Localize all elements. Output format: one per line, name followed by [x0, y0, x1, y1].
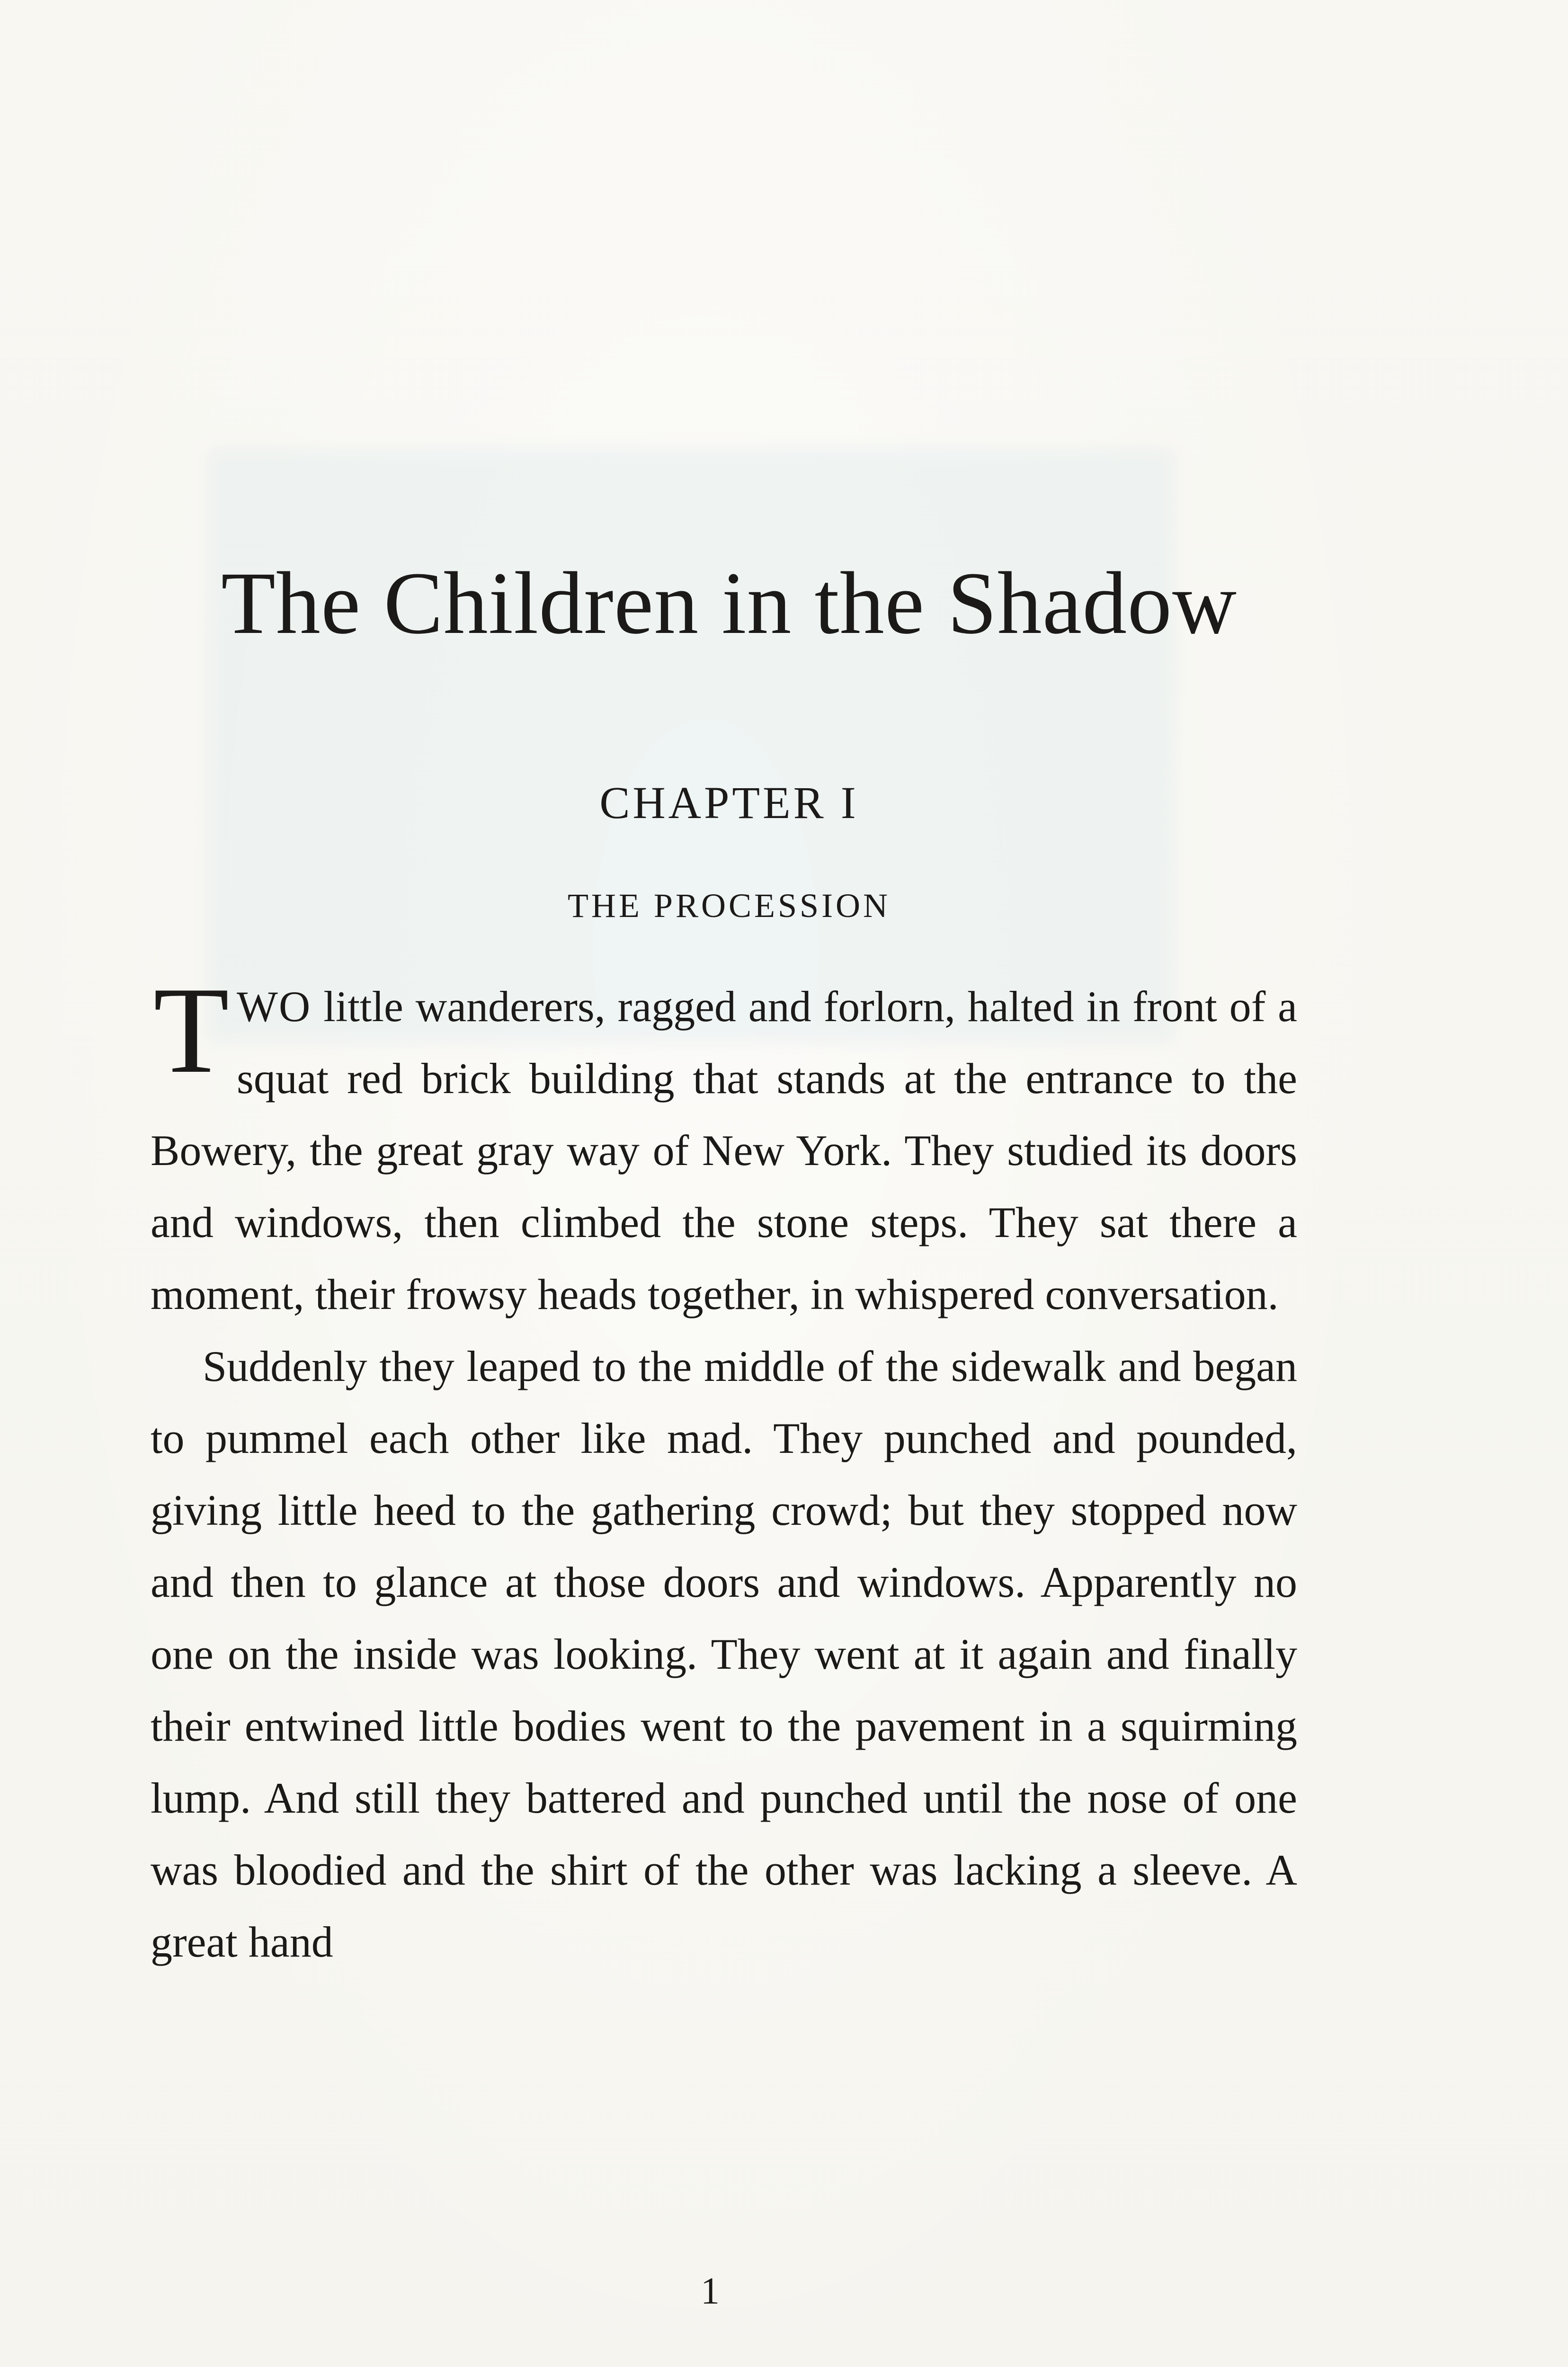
chapter-title: THE PROCESSION — [567, 887, 891, 925]
book-title: The Children in the Shadow — [221, 553, 1237, 652]
drop-cap: T — [153, 961, 230, 1099]
body-text — [151, 961, 1297, 1978]
page-number: 1 — [701, 2270, 720, 2312]
bleed-through-shadow — [208, 450, 1174, 1041]
paragraph-1 — [151, 961, 1297, 1330]
paragraph-1-text: little wanderers, ragged and forlorn, halted in front of a squat red brick building that stands at the entrance to the Bowery, the great gray way of New York. They studied its doors and windows, then climbed the stone steps. They sat there a moment, their frowsy heads together, in whispered conversation. — [151, 982, 1297, 1318]
paragraph-2: Suddenly they leaped to the middle of the sidewalk and began to pummel each other like mad. They punched and pounded, giving little heed to the gathering crowd; but they stopped now and then to glance at those doors and windows. Apparently no one on the inside was looking. They went at it again and finally their entwined little bodies went to the pavement in a squirming lump. And still they battered and punched until the nose of one was bloodied and the shirt of the other was lacking a sleeve. A great hand — [151, 1342, 1297, 1966]
chapter-heading: CHAPTER I — [599, 777, 859, 828]
first-word-rest: WO — [237, 982, 312, 1031]
